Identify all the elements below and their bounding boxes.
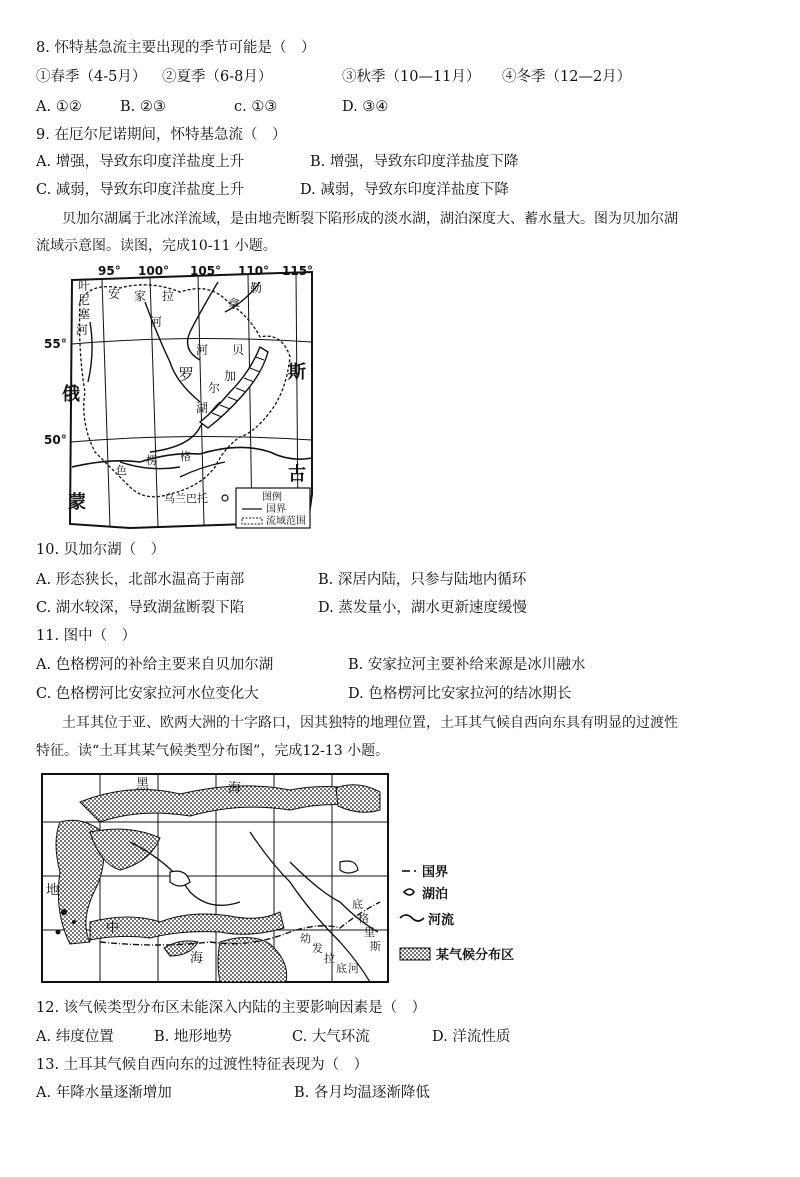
map1-label-meng: 蒙 bbox=[68, 492, 86, 513]
map1-label-gu: 古 bbox=[288, 464, 306, 485]
q8-option-b: B. ②③ bbox=[120, 99, 166, 115]
q11-option-a: A. 色格楞河的补给主要来自贝加尔湖 bbox=[36, 657, 274, 673]
map1-lon-100: 100° bbox=[138, 264, 170, 278]
q9-option-a: A. 增强，导致东印度洋盐度上升 bbox=[36, 154, 245, 170]
map1-label-ge: 格 bbox=[180, 450, 191, 463]
map1-label-he3: 河 bbox=[196, 343, 209, 357]
q13-stem: 13. 土耳其气候自西向东的过渡性特征表现为（ ） bbox=[36, 1057, 369, 1073]
map1-label-se: 色 bbox=[116, 464, 127, 477]
map2-legend-border: 国界 bbox=[422, 865, 449, 880]
map1-label-ye: 叶 bbox=[78, 279, 91, 293]
map2-label-tigris-2: 格 bbox=[358, 912, 369, 925]
q10-option-b: B. 深居内陆，只参与陆地内循环 bbox=[318, 572, 527, 588]
map1-legend-border: 国界 bbox=[266, 504, 286, 515]
q10-option-d: D. 蒸发量小，湖水更新速度缓慢 bbox=[318, 600, 527, 616]
passage2-line2: 特征。读“土耳其某气候类型分布图”，完成12-13 小题。 bbox=[36, 743, 390, 759]
map1-label-an: 安 bbox=[108, 287, 121, 301]
q8-stem: 8. 怀特基急流主要出现的季节可能是（ ） bbox=[36, 40, 316, 56]
q8-season-3: ③秋季（10—11月） bbox=[342, 69, 481, 85]
q11-option-d: D. 色格楞河比安家拉河的结冰期长 bbox=[348, 686, 572, 702]
q12-option-b: B. 地形地势 bbox=[154, 1029, 232, 1045]
q9-option-c: C. 减弱，导致东印度洋盐度上升 bbox=[36, 182, 245, 198]
map2-label-hai1: 海 bbox=[228, 781, 242, 796]
map1-label-sai: 塞 bbox=[78, 307, 91, 321]
map2-label-euphrates-3: 拉 bbox=[324, 952, 335, 965]
map1-label-le: 勒 bbox=[250, 281, 263, 295]
map1-label-leng: 楞 bbox=[146, 454, 157, 467]
map1-lon-105: 105° bbox=[190, 264, 222, 278]
map2-label-tigris-3: 里 bbox=[364, 926, 375, 939]
q12-option-a: A. 纬度位置 bbox=[36, 1029, 114, 1045]
map2-label-euphrates-1: 幼 bbox=[300, 932, 311, 945]
q11-stem: 11. 图中（ ） bbox=[36, 628, 137, 644]
passage1-line1: 贝加尔湖属于北冰洋流域，是由地壳断裂下陷形成的淡水湖，湖泊深度大、蓄水量大。图为贝加尔湖 bbox=[62, 211, 678, 227]
q8-option-d: D. ③④ bbox=[342, 99, 389, 115]
q12-option-c: C. 大气环流 bbox=[292, 1029, 370, 1045]
map1-label-luo: 罗 bbox=[178, 365, 195, 384]
q11-option-b: B. 安家拉河主要补给来源是冰川融水 bbox=[348, 657, 586, 673]
passage1-line2: 流域示意图。读图，完成10-11 小题。 bbox=[36, 238, 277, 254]
map1-lat-55: 55° bbox=[44, 337, 67, 351]
q8-season-1: ①春季（4-5月） bbox=[36, 69, 147, 85]
map1-label-hu: 湖 bbox=[196, 401, 209, 415]
q11-option-c: C. 色格楞河比安家拉河水位变化大 bbox=[36, 686, 259, 702]
map2-legend-climate-zone: 某气候分布区 bbox=[436, 948, 515, 963]
map2-label-zhong: 中 bbox=[106, 921, 120, 936]
map1-label-er: 尔 bbox=[208, 381, 221, 395]
map2-label-euphrates-2: 发 bbox=[312, 942, 323, 955]
map2-label-euphrates-5: 河 bbox=[348, 962, 359, 975]
map1-lon-115: 115° bbox=[282, 264, 314, 278]
baikal-basin-map bbox=[44, 262, 318, 532]
q9-option-d: D. 减弱，导致东印度洋盐度下降 bbox=[300, 182, 509, 198]
map2-label-euphrates-4: 底 bbox=[336, 962, 347, 975]
q9-stem: 9. 在厄尔尼诺期间，怀特基急流（ ） bbox=[36, 127, 287, 143]
q12-option-d: D. 洋流性质 bbox=[432, 1029, 511, 1045]
map1-label-jia: 家 bbox=[134, 289, 147, 303]
turkey-climate-map bbox=[40, 772, 560, 984]
map1-label-si: 斯 bbox=[288, 362, 306, 383]
map1-label-ulaanbaatar: 乌兰巴托 bbox=[164, 492, 208, 505]
map2-legend-river: 河流 bbox=[428, 913, 455, 928]
map1-label-bei: 贝 bbox=[232, 343, 245, 357]
map1-label-he1: 河 bbox=[76, 323, 89, 337]
q8-season-4: ④冬季（12—2月） bbox=[502, 69, 632, 85]
map2-label-tigris-4: 斯 bbox=[370, 940, 381, 953]
map1-lat-50: 50° bbox=[44, 433, 67, 447]
map1-label-e: 俄 bbox=[62, 384, 80, 405]
map1-label-na: 拿 bbox=[228, 297, 241, 311]
passage2-line1: 土耳其位于亚、欧两大洲的十字路口，因其独特的地理位置，土耳其气候自西向东具有明显的过渡性 bbox=[62, 715, 678, 731]
map2-label-tigris-1: 底 bbox=[352, 898, 363, 911]
map1-label-la: 拉 bbox=[162, 289, 175, 303]
map1-label-he2: 河 bbox=[150, 315, 163, 329]
q13-option-b: B. 各月均温逐渐降低 bbox=[294, 1085, 430, 1101]
map1-label-jia2: 加 bbox=[224, 369, 237, 383]
map2-label-di: 地 bbox=[46, 883, 60, 898]
map1-lon-95: 95° bbox=[98, 264, 121, 278]
q8-option-c: c. ①③ bbox=[234, 99, 278, 115]
map2-label-hai2: 海 bbox=[190, 951, 204, 966]
q9-option-b: B. 增强，导致东印度洋盐度下降 bbox=[310, 154, 519, 170]
map2-legend-lake: 湖泊 bbox=[422, 887, 449, 902]
q13-option-a: A. 年降水量逐渐增加 bbox=[36, 1085, 172, 1101]
map1-legend-basin: 流域范围 bbox=[266, 516, 306, 527]
map2-label-hei: 黑 bbox=[136, 777, 150, 792]
map1-legend-title: 图例 bbox=[262, 492, 282, 503]
q8-option-a: A. ①② bbox=[36, 99, 82, 115]
q12-stem: 12. 该气候类型分布区未能深入内陆的主要影响因素是（ ） bbox=[36, 1000, 427, 1016]
q10-stem: 10. 贝加尔湖（ ） bbox=[36, 542, 166, 558]
q10-option-c: C. 湖水较深，导致湖盆断裂下陷 bbox=[36, 600, 245, 616]
q8-season-2: ②夏季（6-8月） bbox=[162, 69, 273, 85]
q10-option-a: A. 形态狭长，北部水温高于南部 bbox=[36, 572, 245, 588]
map1-lon-110: 110° bbox=[238, 264, 270, 278]
map1-label-ni: 尼 bbox=[78, 293, 91, 307]
